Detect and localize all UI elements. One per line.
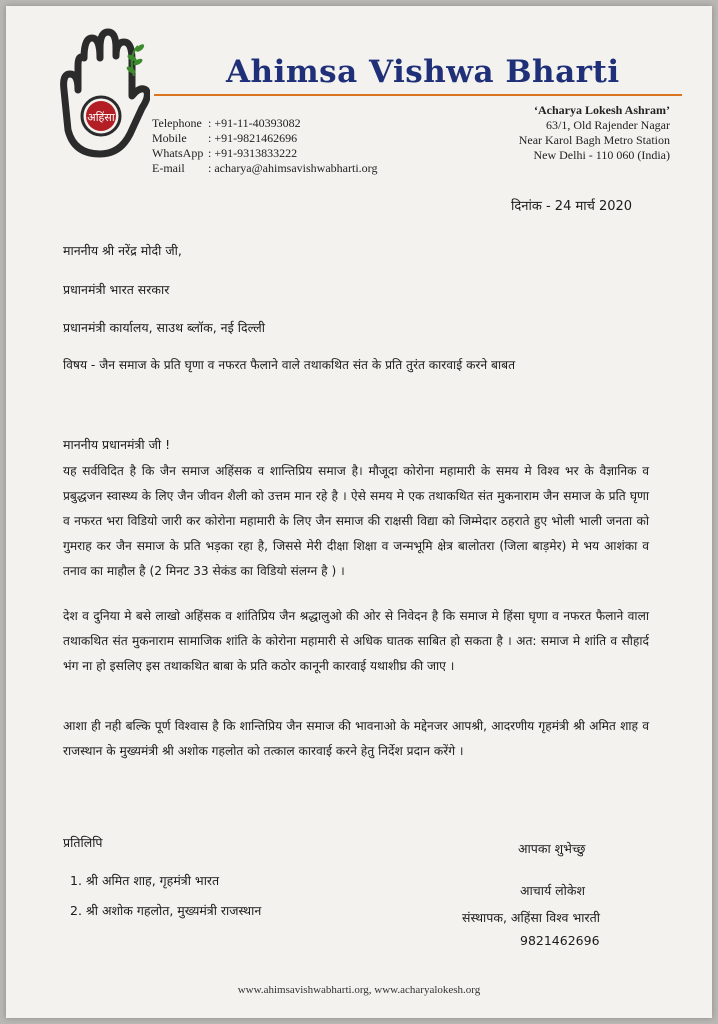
contact-value: : +91-9821462696 <box>208 131 298 145</box>
recipient-office: प्रधानमंत्री कार्यालय, साउथ ब्लॉक, नई दिल्ली <box>63 320 265 335</box>
contact-value: : +91-9313833222 <box>208 146 298 160</box>
cc-title: प्रतिलिपि <box>63 835 103 850</box>
closing: आपका शुभेच्छु <box>518 841 586 856</box>
logo-text: अहिंसा <box>87 111 115 124</box>
letter-subject: विषय - जैन समाज के प्रति घृणा व नफरत फैलाने वाले तथाकथित संत के प्रति तुरंत कारवाई करने बाबत <box>63 358 516 372</box>
header-rule <box>154 94 682 96</box>
organization-name: Ahimsa Vishwa Bharti <box>226 54 620 90</box>
contact-label: Mobile <box>152 131 187 145</box>
address-line: Near Karol Bagh Metro Station <box>518 133 670 147</box>
contact-email <box>152 161 377 176</box>
body-paragraph-1: यह सर्वविदित है कि जैन समाज अहिंसक व शान्तिप्रिय समाज है। मौजूदा कोरोना महामारी के समय मे विश्व भर के वैज्ञानिक व प्रबुद्धजन स्वास्थ्य के लिए जैन जीवन शैली को उत्तम मान रहे है । ऐसे समय मे एक तथाकथित संत मुकनाराम जैन समाज के प्रति घृणा व नफरत भरा विडियो जारी कर कोरोना महामारी के लिए जैन समाज की राक्षसी विद्या को जिम्मेदार ठहराते हुए भोली भाली जनता को गुमराह कर जैन समाज के प्रति भड़का रहा है, जिससे मेरी दीक्षा शिक्षा व जन्मभूमि क्षेत्र बालोतरा (जिला बाड़मेर) मे भय आशंका व तनाव का माहौल है (2 मिनट 33 सेकंड का विडियो संलग्न है ) । <box>63 464 649 578</box>
address-line: New Delhi - 110 060 (India) <box>533 148 670 162</box>
address-block <box>519 103 670 163</box>
cc-item: 2. श्री अशोक गहलोत, मुख्यमंत्री राजस्थान <box>70 903 262 918</box>
signatory-designation: संस्थापक, अहिंसा विश्व भारती <box>462 910 600 925</box>
contact-mobile <box>152 131 377 146</box>
body-paragraph-2: देश व दुनिया मे बसे लाखो अहिंसक व शांतिप्रिय जैन श्रद्धालुओ की ओर से निवेदन है कि समाज मे हिंसा घृणा व नफरत फैलाने वाला तथाकथित संत मुकनाराम सामाजिक शांति के कोरोना महामारी से अधिक घातक साबित हो सकता है । अत: समाज मे शांति व सौहार्द भंग ना हो इसलिए इस तथाकथित बाबा के प्रति कठोर कानूनी कारवाई यथाशीघ्र की जाए । <box>63 609 649 673</box>
contact-whatsapp <box>152 146 377 161</box>
ahimsa-hand-logo <box>54 26 150 166</box>
contact-label: Telephone <box>152 116 202 130</box>
body-paragraph-3: आशा ही नही बल्कि पूर्ण विश्वास है कि शान्तिप्रिय जैन समाज की भावनाओ के मद्देनजर आपश्री, आदरणीय गृहमंत्री श्री अमित शाह व राजस्थान के मुख्यमंत्री श्री अशोक गहलोत को तत्काल कारवाई करने हेतु निर्देश प्रदान करेंगे । <box>63 719 649 758</box>
contact-value: : +91-11-40393082 <box>208 116 301 130</box>
footer-websites: www.ahimsavishwabharti.org, www.acharyalokesh.org <box>237 984 481 996</box>
signatory-phone: 9821462696 <box>520 933 600 948</box>
contact-label: WhatsApp <box>152 146 204 160</box>
contact-block <box>152 116 377 176</box>
cc-item: 1. श्री अमित शाह, गृहमंत्री भारत <box>70 873 220 888</box>
contact-label: E-mail <box>152 161 185 175</box>
signatory-name: आचार्य लोकेश <box>520 883 585 898</box>
ashram-name: ‘Acharya Lokesh Ashram’ <box>533 103 670 117</box>
recipient-name: माननीय श्री नरेंद्र मोदी जी, <box>63 243 182 258</box>
letter-date: दिनांक - 24 मार्च 2020 <box>511 199 633 214</box>
contact-value: : acharya@ahimsavishwabharti.org <box>208 161 378 175</box>
letter-page <box>6 6 712 1018</box>
contact-telephone <box>152 116 377 131</box>
address-line: 63/1, Old Rajender Nagar <box>546 118 670 132</box>
salutation: माननीय प्रधानमंत्री जी ! <box>63 437 171 452</box>
recipient-title: प्रधानमंत्री भारत सरकार <box>63 282 170 297</box>
